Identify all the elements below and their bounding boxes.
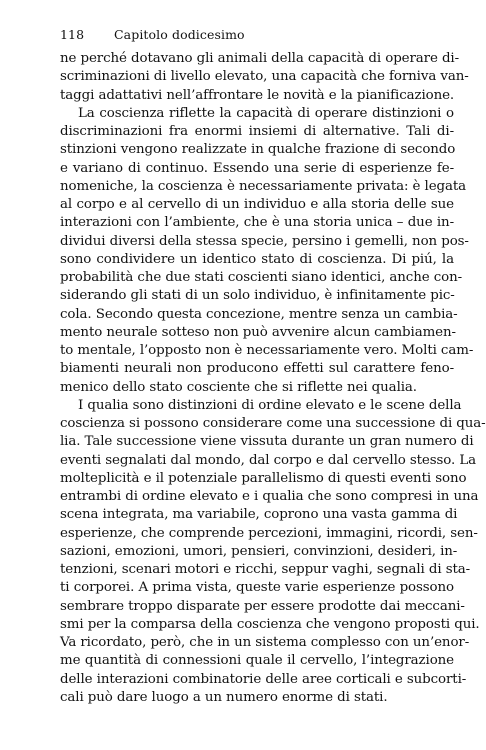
text-line: siderando gli stati di un solo individuo, è infinitamente pic-	[60, 288, 455, 304]
text-line: sono condividere un identico stato di coscienza. Di piú, la	[60, 251, 454, 267]
text-line: me quantità di connessioni quale il cervello, l’integrazione	[60, 653, 454, 669]
text-line: lia. Tale successione viene vissuta durante un gran numero di	[60, 434, 474, 450]
text-line: interazioni con l’ambiente, che è una storia unica – due in-	[60, 215, 454, 231]
text-line: Va ricordato, però, che in un sistema complesso con un’enor-	[60, 635, 470, 650]
text-line: menico dello stato cosciente che si riflette nei qualia.	[60, 379, 417, 395]
text-line: discriminazioni fra enormi insiemi di alternative. Tali di-	[60, 124, 454, 139]
text-line: biamenti neurali non producono effetti sul carattere feno-	[60, 361, 454, 377]
text-line: nomeniche, la coscienza è necessariamente privata: è legata	[60, 178, 467, 194]
text-line: I qualia sono distinzioni di ordine elevato e le scene della	[78, 397, 462, 413]
text-line: mento neurale sotteso non può avvenire alcun cambiamen-	[60, 324, 456, 340]
text-line: al corpo e al cervello di un individuo e alla storia delle sue	[60, 197, 454, 212]
body-text	[60, 50, 486, 707]
text-line: taggi adattativi nell’affrontare le novità e la pianificazione.	[60, 87, 455, 103]
text-line: molteplicità e il potenziale parallelismo di questi eventi sono	[60, 470, 467, 486]
text-line: entrambi di ordine elevato e i qualia che sono compresi in una	[60, 489, 479, 504]
text-line: esperienze, che comprende percezioni, immagini, ricordi, sen-	[60, 525, 478, 541]
text-line: ti corporei. A prima vista, queste varie esperienze possono	[60, 580, 454, 596]
text-line: sazioni, emozioni, umori, pensieri, convinzioni, desideri, in-	[60, 543, 458, 559]
text-line: tenzioni, scenari motori e ricchi, seppur vaghi, segnali di sta-	[60, 562, 471, 577]
text-line: sembrare troppo disparate per essere prodotte dai meccani-	[60, 598, 465, 614]
text-line: delle interazioni combinatorie delle aree corticali e subcorti-	[60, 671, 467, 687]
text-line: cali può dare luogo a un numero enorme di stati.	[60, 689, 388, 705]
text-line: ne perché dotavano gli animali della capacità di operare di-	[60, 51, 460, 66]
text-line: stinzioni vengono realizzate in qualche frazione di secondo	[60, 142, 456, 158]
text-line: La coscienza riflette la capacità di operare distinzioni o	[78, 105, 454, 121]
paragraph	[60, 397, 486, 707]
text-line: scena integrata, ma variabile, coprono una vasta gamma di	[60, 507, 458, 523]
running-header	[60, 27, 245, 42]
text-line: e variano di continuo. Essendo una serie di esperienze fe-	[60, 160, 454, 176]
text-line: probabilità che due stati coscienti siano identici, anche con-	[60, 270, 463, 285]
text-line: dividui diversi della stessa specie, persino i gemelli, non pos-	[60, 233, 469, 249]
text-line: eventi segnalati dal mondo, dal corpo e dal cervello stesso. La	[60, 452, 477, 468]
page-number: 118	[60, 27, 85, 42]
chapter-title: Capitolo dodicesimo	[114, 27, 245, 42]
text-line: smi per la comparsa della coscienza che vengono proposti qui.	[60, 616, 480, 632]
text-line: to mentale, l’opposto non è necessariamente vero. Molti cam-	[60, 343, 474, 358]
text-line: cola. Secondo questa concezione, mentre senza un cambia-	[60, 306, 458, 322]
paragraph	[60, 50, 469, 105]
paragraph	[60, 105, 474, 397]
text-line: scriminazioni di livello elevato, una capacità che forniva van-	[60, 69, 469, 85]
text-line: coscienza si possono considerare come una successione di qua-	[60, 416, 486, 431]
